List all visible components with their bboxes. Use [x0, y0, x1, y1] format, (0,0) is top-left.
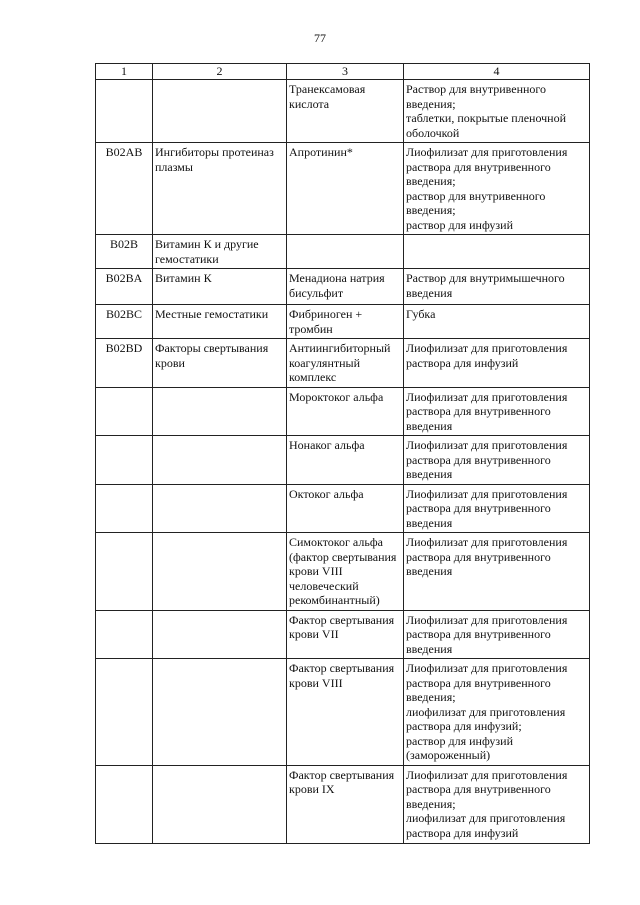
- dosage-form-cell: Лиофилизат для приготовления раствора для внутривенного введения; лиофилизат для приготовления раствора для инфузий; раствор для инфузий (замороженный): [404, 659, 590, 766]
- dosage-form-cell: Лиофилизат для приготовления раствора для внутривенного введения: [404, 436, 590, 485]
- dosage-form-cell: Лиофилизат для приготовления раствора для внутривенного введения: [404, 387, 590, 436]
- atc-code-cell: B02AB: [96, 143, 153, 235]
- group-name-cell: Витамин К: [153, 269, 287, 305]
- group-name-cell: Местные гемостатики: [153, 305, 287, 339]
- group-name-cell: [153, 387, 287, 436]
- table-row: [96, 269, 590, 305]
- drug-name-cell: Антиингибиторный коагулянтный комплекс: [287, 339, 404, 388]
- table-row: [96, 339, 590, 388]
- dosage-form-cell: Раствор для внутривенного введения; таблетки, покрытые пленочной оболочкой: [404, 80, 590, 143]
- drug-name-cell: Апротинин*: [287, 143, 404, 235]
- table-row: [96, 387, 590, 436]
- atc-code-cell: [96, 436, 153, 485]
- group-name-cell: [153, 484, 287, 533]
- drug-name-cell: Фибриноген + тромбин: [287, 305, 404, 339]
- column-header-4: 4: [404, 64, 590, 80]
- drug-name-cell: Транексамовая кислота: [287, 80, 404, 143]
- drug-name-cell: Фактор свертывания крови VII: [287, 610, 404, 659]
- table-row: [96, 436, 590, 485]
- atc-code-cell: B02B: [96, 235, 153, 269]
- drug-name-cell: Симоктоког альфа (фактор свертывания крови VIII человеческий рекомбинантный): [287, 533, 404, 611]
- group-name-cell: [153, 80, 287, 143]
- atc-code-cell: B02BC: [96, 305, 153, 339]
- drug-name-cell: Фактор свертывания крови IX: [287, 765, 404, 843]
- group-name-cell: Витамин К и другие гемостатики: [153, 235, 287, 269]
- column-header-2: 2: [153, 64, 287, 80]
- atc-code-cell: [96, 484, 153, 533]
- table-row: [96, 533, 590, 611]
- drug-name-cell: [287, 235, 404, 269]
- table-row: [96, 80, 590, 143]
- atc-code-cell: B02BA: [96, 269, 153, 305]
- drug-name-cell: Фактор свертывания крови VIII: [287, 659, 404, 766]
- page-number: 77: [314, 31, 326, 45]
- group-name-cell: Факторы свертывания крови: [153, 339, 287, 388]
- table-row: [96, 765, 590, 843]
- group-name-cell: [153, 659, 287, 766]
- table-row: [96, 143, 590, 235]
- drug-name-cell: Мороктоког альфа: [287, 387, 404, 436]
- drug-name-cell: Нонаког альфа: [287, 436, 404, 485]
- table-row: [96, 305, 590, 339]
- column-header-1: 1: [96, 64, 153, 80]
- column-header-3: 3: [287, 64, 404, 80]
- dosage-form-cell: Лиофилизат для приготовления раствора для внутривенного введения: [404, 484, 590, 533]
- dosage-form-cell: Лиофилизат для приготовления раствора для инфузий: [404, 339, 590, 388]
- drug-name-cell: Менадиона натрия бисульфит: [287, 269, 404, 305]
- drug-table: [95, 63, 590, 844]
- dosage-form-cell: [404, 235, 590, 269]
- table-header-row: [96, 64, 590, 80]
- atc-code-cell: [96, 610, 153, 659]
- table-row: [96, 610, 590, 659]
- dosage-form-cell: Лиофилизат для приготовления раствора для внутривенного введения: [404, 610, 590, 659]
- dosage-form-cell: Раствор для внутримышечного введения: [404, 269, 590, 305]
- drug-name-cell: Октоког альфа: [287, 484, 404, 533]
- table-row: [96, 484, 590, 533]
- atc-code-cell: [96, 533, 153, 611]
- group-name-cell: [153, 436, 287, 485]
- group-name-cell: [153, 610, 287, 659]
- dosage-form-cell: Лиофилизат для приготовления раствора для внутривенного введения; лиофилизат для приготовления раствора для инфузий: [404, 765, 590, 843]
- atc-code-cell: [96, 80, 153, 143]
- table-row: [96, 235, 590, 269]
- table-row: [96, 659, 590, 766]
- atc-code-cell: [96, 659, 153, 766]
- group-name-cell: [153, 765, 287, 843]
- atc-code-cell: B02BD: [96, 339, 153, 388]
- dosage-form-cell: Лиофилизат для приготовления раствора для внутривенного введения: [404, 533, 590, 611]
- atc-code-cell: [96, 387, 153, 436]
- dosage-form-cell: Губка: [404, 305, 590, 339]
- dosage-form-cell: Лиофилизат для приготовления раствора для внутривенного введения; раствор для внутривенного введения; раствор для инфузий: [404, 143, 590, 235]
- atc-code-cell: [96, 765, 153, 843]
- group-name-cell: [153, 533, 287, 611]
- group-name-cell: Ингибиторы протеиназ плазмы: [153, 143, 287, 235]
